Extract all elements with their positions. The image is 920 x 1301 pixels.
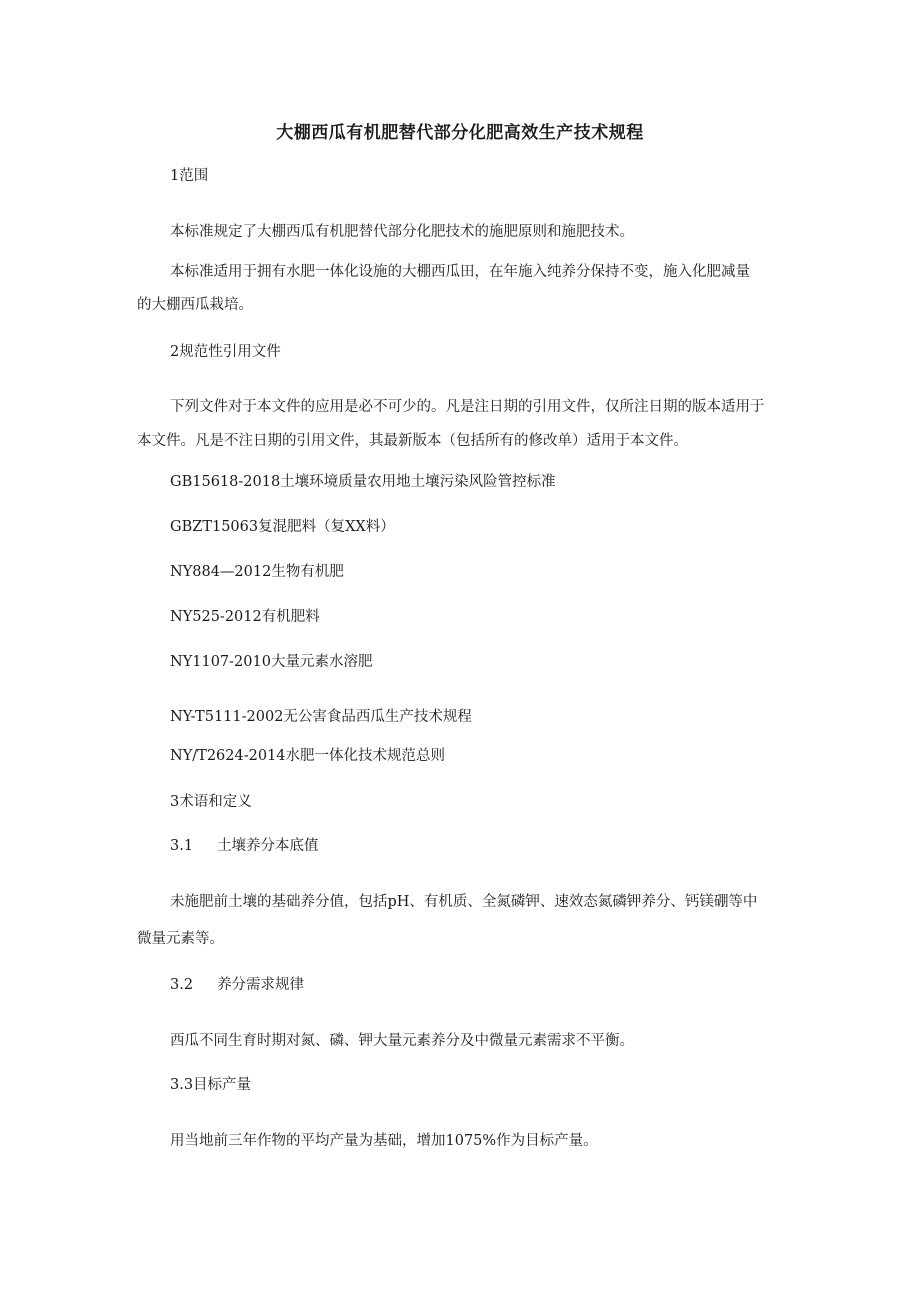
reference-item: NY-T5111-2002无公害食品西瓜生产技术规程 bbox=[170, 709, 472, 725]
subsection-3-3-heading: 3.3目标产量 bbox=[170, 1077, 252, 1093]
reference-item: NY/T2624-2014水肥一体化技术规范总则 bbox=[170, 748, 446, 764]
subsection-3-1-text-line-2: 微量元素等。 bbox=[137, 931, 224, 947]
section-2-heading: 2规范性引用文件 bbox=[170, 344, 281, 360]
subsection-3-1-title: 土壤养分本底值 bbox=[217, 838, 319, 854]
subsection-3-2-title: 养分需求规律 bbox=[217, 977, 305, 993]
reference-item: NY884—2012生物有机肥 bbox=[170, 564, 344, 580]
section-1-heading: 1范围 bbox=[170, 168, 209, 184]
section-1-paragraph-2-line-1: 本标准适用于拥有水肥一体化设施的大棚西瓜田，在年施入纯养分保持不变，施入化肥减量 bbox=[170, 264, 750, 280]
subsection-3-1-text-line-1: 未施肥前土壤的基础养分值，包括pH、有机质、全氮磷钾、速效态氮磷钾养分、钙镁硼等中 bbox=[170, 894, 758, 910]
section-1-paragraph-2-line-2: 的大棚西瓜栽培。 bbox=[137, 297, 253, 313]
section-1-paragraph-1: 本标准规定了大棚西瓜有机肥替代部分化肥技术的施肥原则和施肥技术。 bbox=[170, 224, 634, 240]
section-2-paragraph-line-2: 本文件。凡是不注日期的引用文件，其最新版本（包括所有的修改单）适用于本文件。 bbox=[137, 433, 688, 449]
subsection-3-3-text: 用当地前三年作物的平均产量为基础，增加1075%作为目标产量。 bbox=[170, 1133, 598, 1149]
reference-item: GB15618-2018土壤环境质量农用地土壤污染风险管控标准 bbox=[170, 474, 556, 490]
subsection-3-1-heading bbox=[170, 836, 319, 856]
reference-item: NY1107-2010大量元素水溶肥 bbox=[170, 654, 373, 670]
section-2-paragraph-line-1: 下列文件对于本文件的应用是必不可少的。凡是注日期的引用文件，仅所注日期的版本适用于 bbox=[170, 399, 765, 415]
reference-item: GBZT15063复混肥料（复XX料） bbox=[170, 519, 395, 535]
subsection-3-2-number: 3.2 bbox=[170, 977, 194, 993]
document-title: 大棚西瓜有机肥替代部分化肥高效生产技术规程 bbox=[276, 123, 644, 143]
subsection-3-2-text: 西瓜不同生育时期对氮、磷、钾大量元素养分及中微量元素需求不平衡。 bbox=[170, 1033, 634, 1049]
subsection-3-1-number: 3.1 bbox=[170, 838, 194, 854]
subsection-3-2-heading bbox=[170, 975, 304, 995]
reference-item: NY525-2012有机肥料 bbox=[170, 609, 320, 625]
section-3-heading: 3术语和定义 bbox=[170, 794, 252, 810]
